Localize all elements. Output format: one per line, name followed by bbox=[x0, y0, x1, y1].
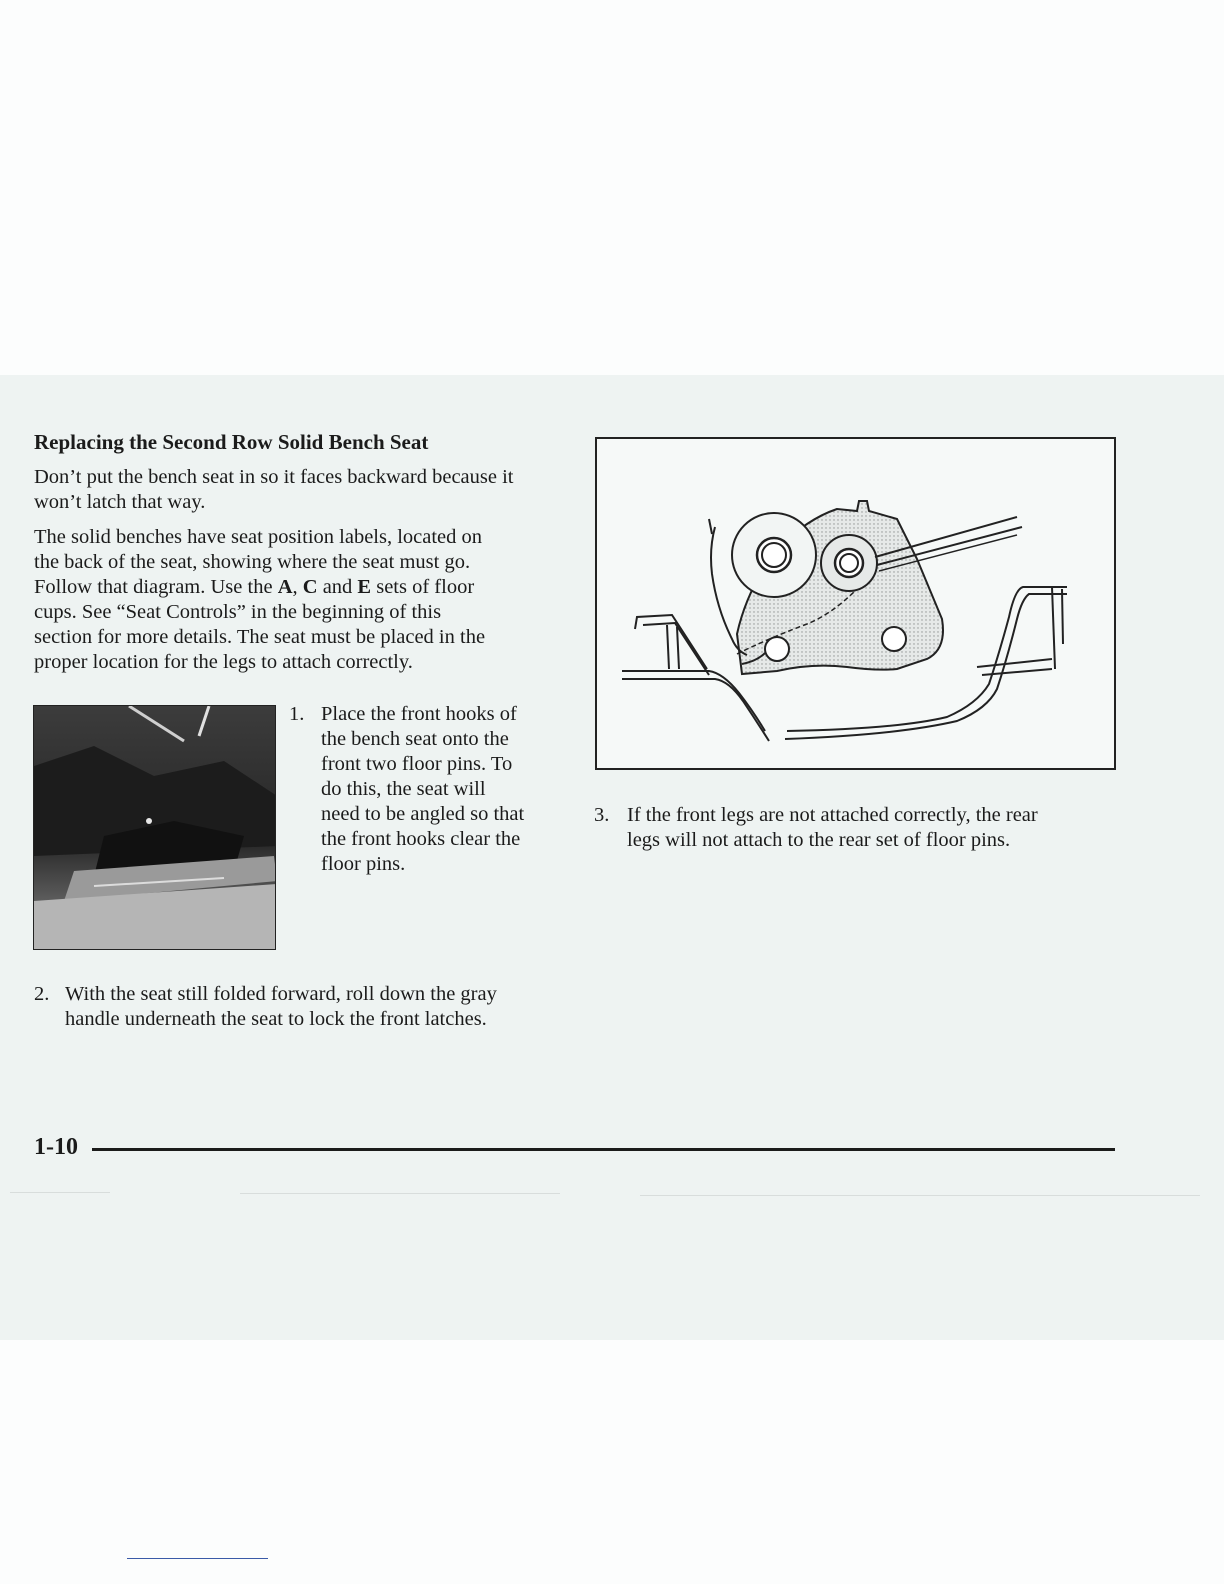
step-line: front two floor pins. To bbox=[321, 753, 513, 775]
latch-diagram bbox=[595, 437, 1116, 770]
labels-paragraph bbox=[34, 525, 559, 675]
scan-artifact-line bbox=[10, 1192, 110, 1193]
paragraph-line: the back of the seat, showing where the seat must go. bbox=[34, 551, 471, 573]
step-line: With the seat still folded forward, roll down the gray bbox=[65, 983, 497, 1005]
scan-artifact-line bbox=[640, 1195, 1200, 1196]
step-2 bbox=[34, 982, 564, 1032]
floor-cup-set-c: C bbox=[302, 576, 318, 598]
page-number: 1-10 bbox=[34, 1134, 78, 1160]
paragraph-text: sets of floor bbox=[371, 576, 475, 598]
link-underline bbox=[127, 1558, 268, 1559]
floor-cup-set-e: E bbox=[357, 576, 372, 598]
paragraph-line: The solid benches have seat position labels, located on bbox=[34, 526, 483, 548]
step-line: the bench seat onto the bbox=[321, 728, 509, 750]
step-1 bbox=[289, 702, 554, 877]
seat-hook-photo bbox=[33, 705, 276, 950]
step-line: do this, the seat will bbox=[321, 778, 486, 800]
left-column bbox=[34, 430, 559, 685]
floor-cup-set-a: A bbox=[277, 576, 293, 598]
paragraph-text: and bbox=[317, 576, 358, 598]
step-line: need to be angled so that bbox=[321, 803, 525, 825]
step-line: Place the front hooks of bbox=[321, 703, 517, 725]
seat-hook-photo-image bbox=[34, 706, 276, 950]
paragraph-line: section for more details. The seat must be placed in the bbox=[34, 626, 486, 648]
step-line: handle underneath the seat to lock the front latches. bbox=[65, 1008, 487, 1030]
step-number: 3. bbox=[594, 804, 610, 826]
paragraph-text: , bbox=[292, 576, 303, 598]
step-line: floor pins. bbox=[321, 853, 406, 875]
paragraph-line bbox=[34, 575, 559, 600]
intro-paragraph: Don’t put the bench seat in so it faces backward because it won’t latch that way. bbox=[34, 466, 514, 513]
paragraph-line: proper location for the legs to attach correctly. bbox=[34, 651, 413, 673]
step-line: legs will not attach to the rear set of floor pins. bbox=[627, 829, 1011, 851]
scan-artifact-line bbox=[240, 1193, 560, 1194]
paragraph-line: cups. See “Seat Controls” in the beginning of this bbox=[34, 601, 442, 623]
step-line: If the front legs are not attached correctly, the rear bbox=[627, 804, 1038, 826]
latch-diagram-drawing bbox=[597, 439, 1114, 768]
step-number: 1. bbox=[289, 703, 305, 725]
paragraph-text: Follow that diagram. Use the bbox=[34, 576, 278, 598]
step-3 bbox=[594, 803, 1114, 853]
section-heading: Replacing the Second Row Solid Bench Seat bbox=[34, 430, 429, 454]
footer-rule bbox=[92, 1148, 1115, 1151]
step-number: 2. bbox=[34, 983, 50, 1005]
step-line: the front hooks clear the bbox=[321, 828, 521, 850]
